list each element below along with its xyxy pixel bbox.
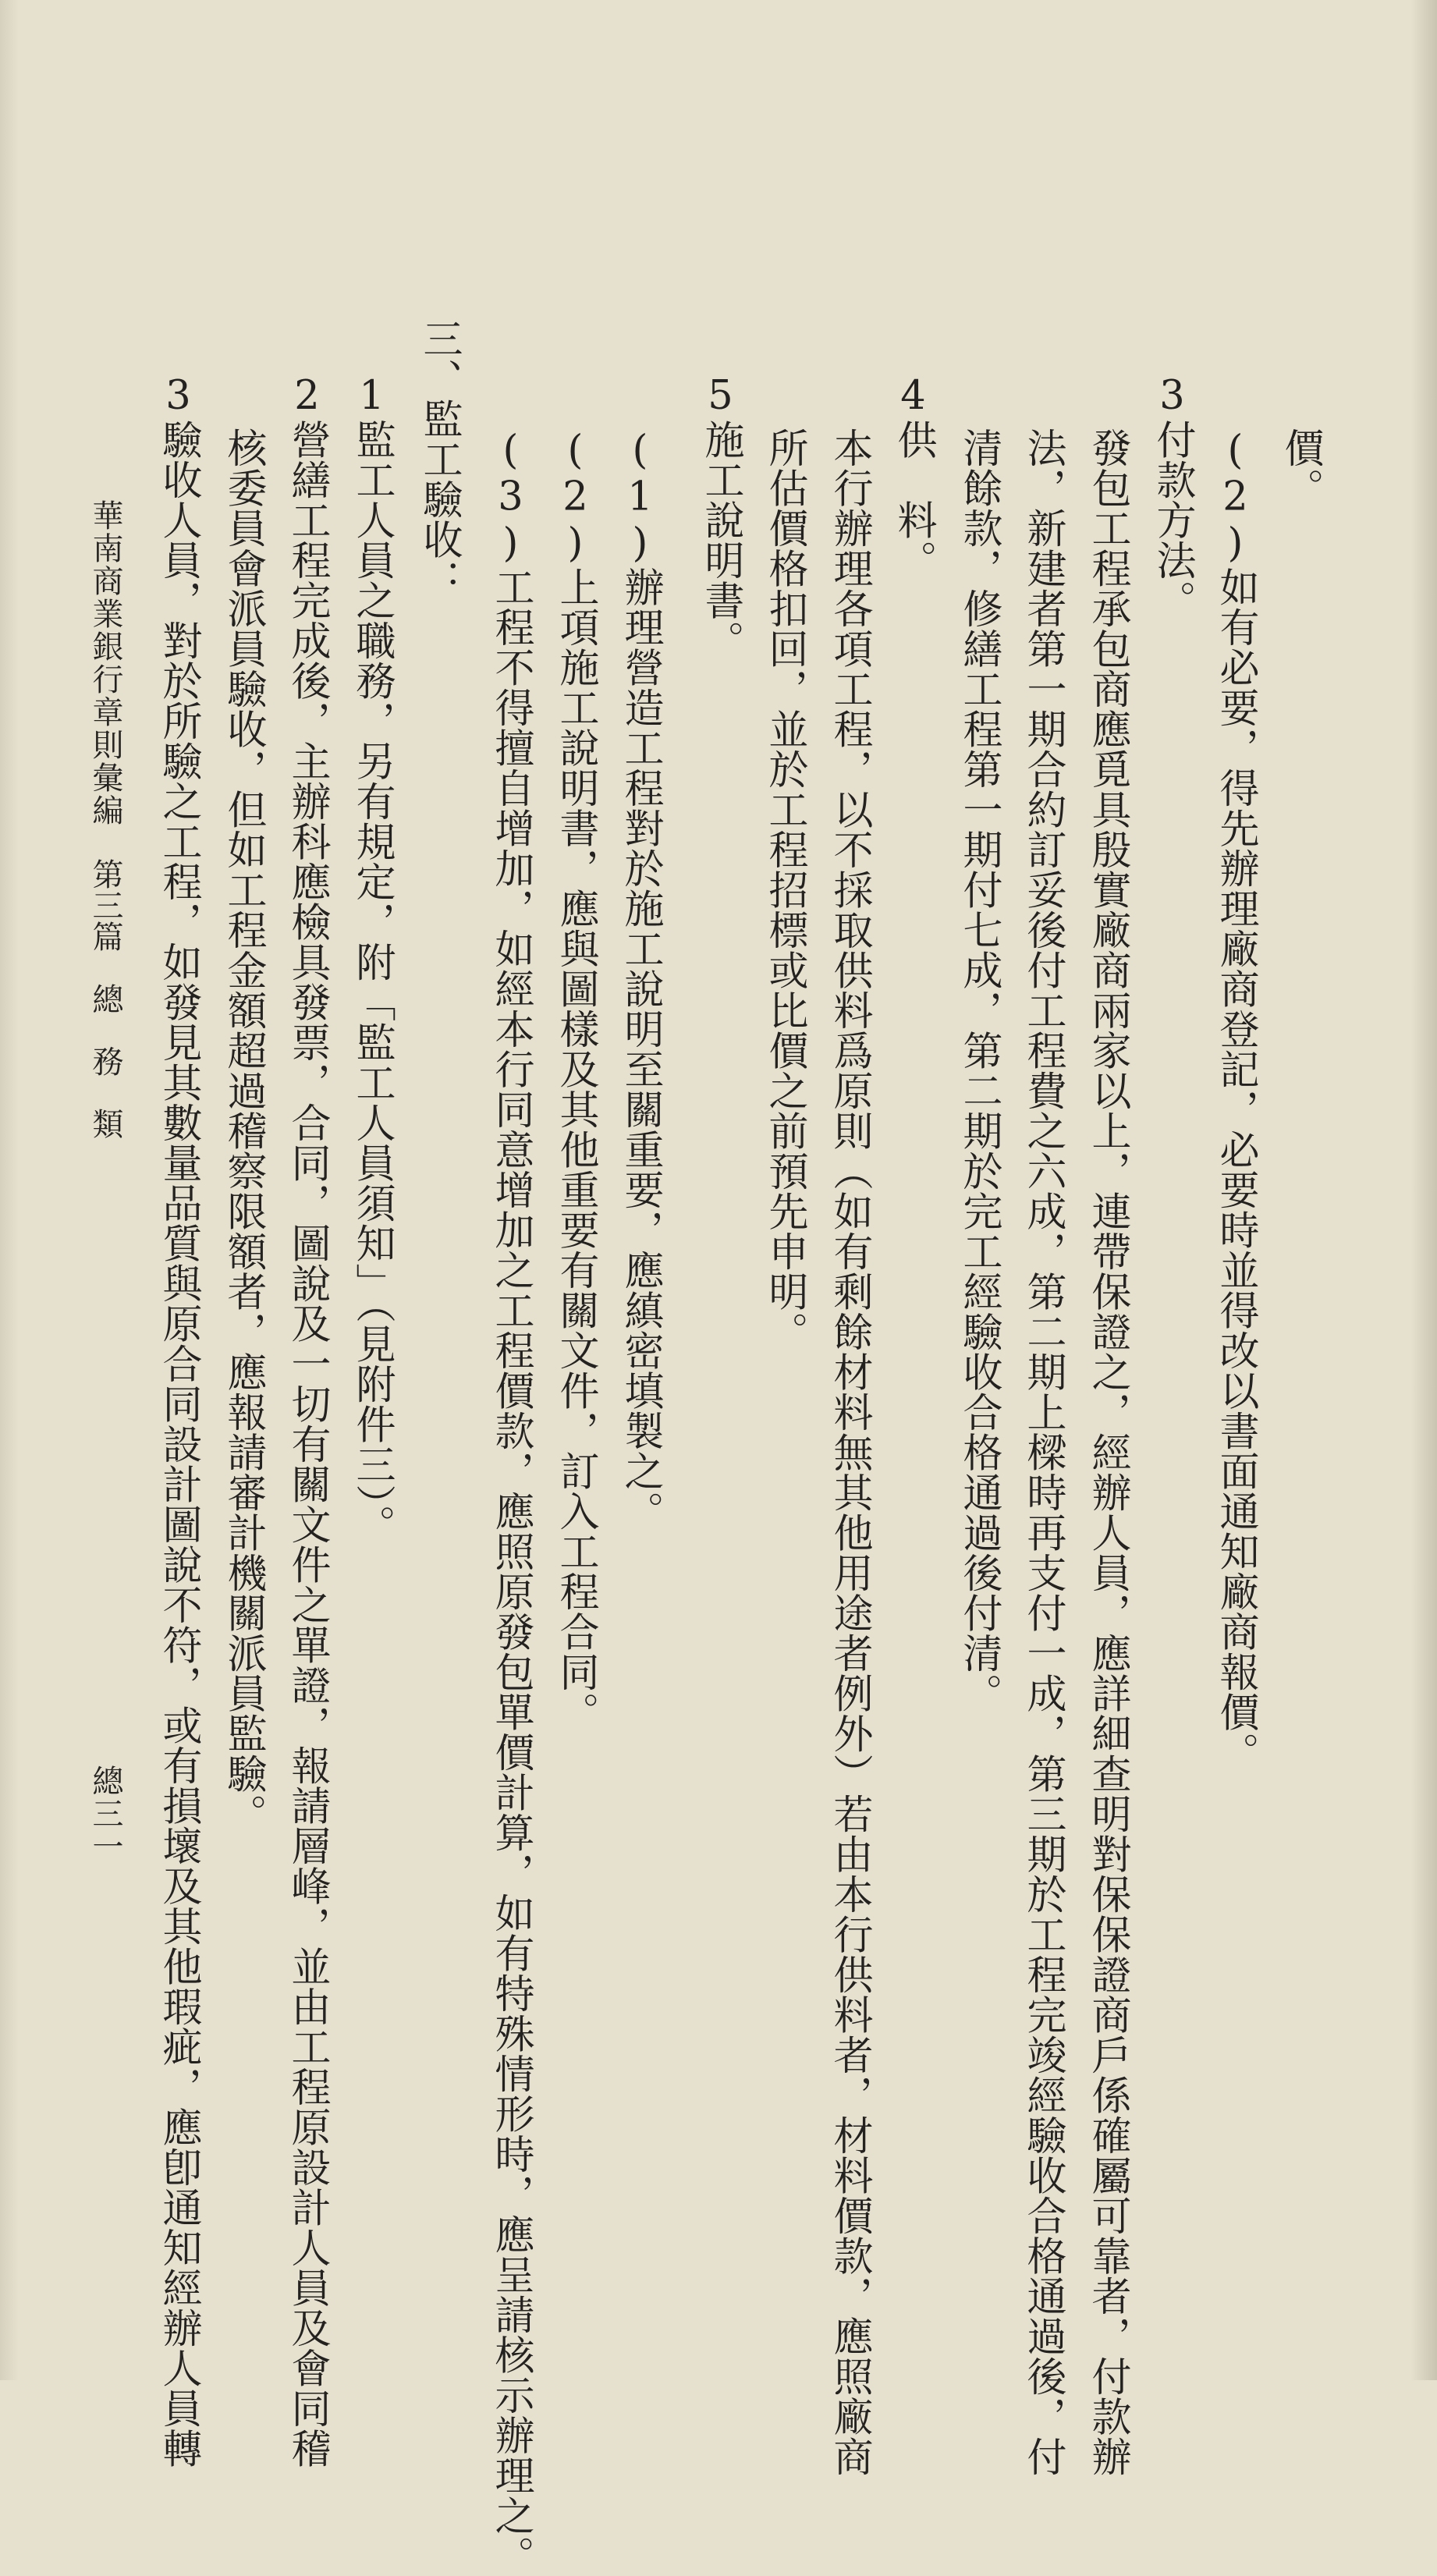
page-edge-shade-right <box>1410 0 1437 2380</box>
text-line-10: 5施工說明書。 <box>697 373 743 661</box>
text-line-3: 3付款方法。 <box>1149 373 1195 620</box>
text-line-15: 1監工人員之職務，另有規定，附「監工人員須知」（見附件三）。 <box>349 373 395 1545</box>
text-line-7: 4供 料。 <box>890 373 936 580</box>
text-line-6: 清餘款，修繕工程第一期付七成，第二期於完工經驗收合格通過後付清。 <box>956 428 1002 1713</box>
page-edge-shade-left <box>0 0 19 2380</box>
page-number: 總三一 <box>87 1765 123 1863</box>
text-line-13: (3)工程不得擅自增加，如經本行同意增加之工程價款，應照原發包單價計算，如有特殊情形時，應呈請核示辦理之。 <box>488 428 534 2576</box>
book-title: 華南商業銀行章則彙編 <box>87 499 123 827</box>
text-line-17: 核委員會派員驗收，但如工程金額超過稽察限額者，應報請審計機關派員監驗。 <box>220 428 266 1834</box>
text-line-16: 2營繕工程完成後，主辦科應檢具發票，合同，圖說及一切有關文件之單證，報請層峰，並由工程原設計人員及會同稽 <box>284 373 330 2468</box>
section-title: 第三篇 總 務 類 <box>87 858 123 1139</box>
section-heading: 三、監工驗收： <box>416 318 462 600</box>
text-line-11: (1)辦理營造工程對於施工說明至關重要，應縝密填製之。 <box>617 428 663 1531</box>
text-line-2: (2)如有必要，得先辦理廠商登記，必要時並得改以書面通知廠商報價。 <box>1212 428 1258 1772</box>
text-line-1: 價。 <box>1277 428 1323 508</box>
text-line-5: 法，新建者第一期合約訂妥後付工程費之六成，第二期上樑時再支付一成，第三期於工程完竣經驗收合格通過後，付 <box>1020 428 1066 2477</box>
text-line-8: 本行辦理各項工程，以不採取供料爲原則（如有剩餘材料無其他用途者例外）若由本行供料者，材料價款，應照廠商 <box>826 428 872 2477</box>
text-line-9: 所估價格扣回，並於工程招標或比價之前預先申明。 <box>761 428 807 1352</box>
text-line-18: 3驗收人員，對於所驗之工程，如發見其數量品質與原合同設計圖說不符，或有損壞及其他瑕疵，應卽通知經辦人員轉 <box>155 373 201 2468</box>
text-line-12: (2)上項施工說明書，應與圖樣及其他重要有關文件，訂入工程合同。 <box>552 428 598 1732</box>
text-line-4: 發包工程承包商應覓具殷實廠商兩家以上，連帶保證之，經辦人員，應詳細查明對保保證商戶係確屬可靠者，付款辦 <box>1084 428 1130 2477</box>
